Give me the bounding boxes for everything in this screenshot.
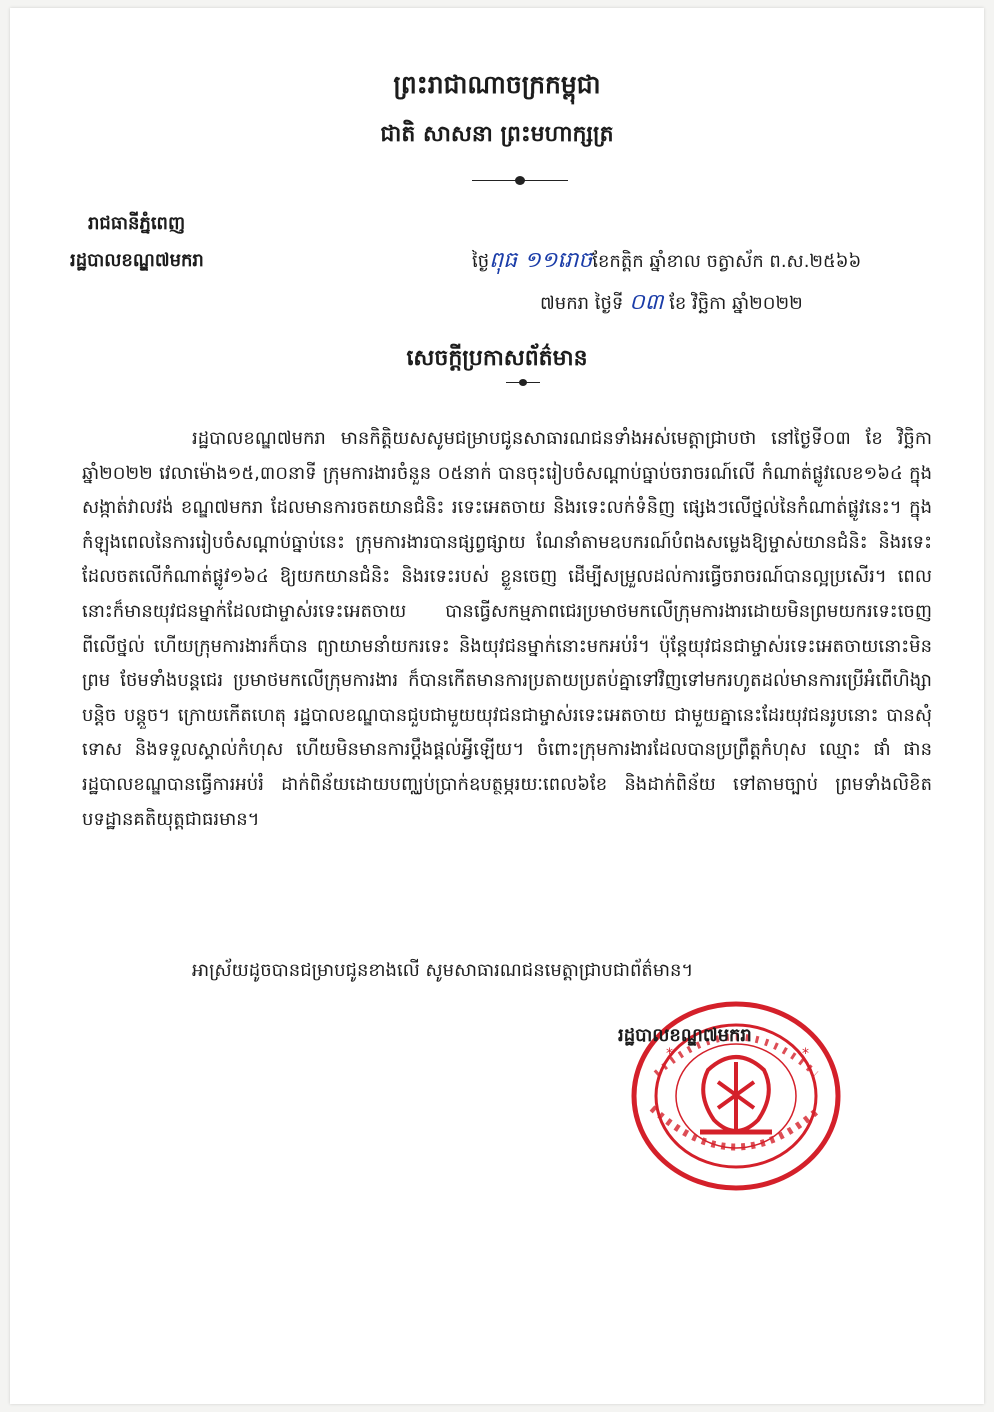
issuer-district: រដ្ឋបាលខណ្ឌ៧មករា	[70, 250, 204, 271]
signer-name: រដ្ឋបាលខណ្ឌ៧មករា	[618, 1025, 752, 1046]
lunar-date	[472, 246, 861, 278]
solar-date-prefix: ៧មករា ថ្ងៃទី	[540, 293, 624, 314]
svg-text:*: *	[666, 1046, 673, 1062]
svg-text:*: *	[802, 1046, 809, 1062]
document-title: សេចក្តីប្រកាសព័ត៌មាន	[406, 346, 588, 371]
header-ornament	[472, 176, 568, 185]
national-motto: ជាតិ សាសនា ព្រះមហាក្សត្រ	[380, 122, 614, 147]
issuer-capital: រាជធានីភ្នំពេញ	[88, 213, 186, 234]
kingdom-heading: ព្រះរាជាណាចក្រកម្ពុជា	[393, 70, 601, 99]
lunar-date-prefix: ថ្ងៃ	[472, 251, 490, 272]
solar-date-suffix: ខែ វិច្ឆិកា ឆ្នាំ២០២២	[669, 293, 803, 314]
body-paragraph: រដ្ឋបាលខណ្ឌ៧មករា មានកិត្តិយសសូមជម្រាបជូនសាធារណជនទាំងអស់មេត្តាជ្រាបថា នៅថ្ងៃទី០៣ ខែ វិច្ឆិកា ឆ្នាំ២០២២ វេលាម៉ោង១៥,៣០នាទី ក្រុមការងារចំនួន ០៥នាក់ បានចុះរៀបចំសណ្តាប់ធ្នាប់ចរាចរណ៍លើ កំណាត់ផ្លូវលេខ១៦៤ ក្នុងសង្កាត់វាលវង់ ខណ្ឌ៧មករា ដែលមានការចតយានជំនិះ រទេះអេតចាយ និងរទេះលក់ទំនិញ ផ្សេងៗលើថ្នល់នៃកំណាត់ផ្លូវនេះ។ ក្នុងកំឡុងពេលនៃការរៀបចំសណ្តាប់ធ្នាប់នេះ ក្រុមការងារបានផ្សព្វផ្សាយ ណែនាំតាមឧបករណ៍បំពងសម្លេងឱ្យម្ចាស់យានជំនិះ និងរទេះដែលចតលើកំណាត់ផ្លូវ១៦៤ ឱ្យយកយានជំនិះ និងរទេះរបស់ ខ្លួនចេញ ដើម្បីសម្រួលដល់ការធ្វើចរាចរណ៍បានល្អប្រសើរ។ ពេលនោះក៏មានយុវជនម្នាក់ដែលជាម្ចាស់រទេះអេតចាយ បានធ្វើសកម្មភាពជេរប្រមាថមកលើក្រុមការងារដោយមិនព្រមយករទេះចេញពីលើថ្នល់ ហើយក្រុមការងារក៏បាន ព្យាយាមនាំយករទេះ និងយុវជនម្នាក់នោះមកអប់រំ។ ប៉ុន្តែយុវជនជាម្ចាស់រទេះអេតចាយនោះមិនព្រម ថែមទាំងបន្តជេរ ប្រមាថមកលើក្រុមការងារ ក៏បានកើតមានការប្រតាយប្រតប់គ្នាទៅវិញទៅមករហូតដល់មានការប្រើអំពើហិង្សាបន្តិច បន្តួច។ ក្រោយកើតហេតុ រដ្ឋបាលខណ្ឌបានជួបជាមួយយុវជនជាម្ចាស់រទេះអេតចាយ ជាមួយគ្នានេះដែរយុវជនរូបនោះ បានសុំទោស និងទទួលស្គាល់កំហុស ហើយមិនមានការប្តឹងផ្តល់អ្វីឡើយ។ ចំពោះក្រុមការងារដែលបានប្រព្រឹត្តកំហុស ឈ្មោះ ផាំ ផាន រដ្ឋបាលខណ្ឌបានធ្វើការអប់រំ ដាក់ពិន័យដោយបញ្ឈប់ប្រាក់ឧបត្ថម្ភរយៈពេល៦ខែ និងដាក់ពិន័យ ទៅតាមច្បាប់ ព្រមទាំងលិខិតបទដ្ឋានគតិយុត្តជាធរមាន។	[82, 428, 932, 830]
title-ornament	[506, 378, 540, 387]
solar-date-handwritten: ០៣	[629, 290, 664, 315]
document-page	[10, 8, 984, 1404]
lunar-date-suffix: ខែកត្តិក ឆ្នាំខាល ចត្វាស័ក ព.ស.២៥៦៦	[592, 251, 862, 272]
lunar-date-handwritten: ពុធ ១១រោច	[489, 248, 593, 273]
closing-line: អាស្រ័យដូចបានជម្រាបជូនខាងលើ សូមសាធារណជនមេត្តាជ្រាបជាព័ត៌មាន។	[192, 960, 694, 981]
solar-date	[540, 288, 803, 320]
